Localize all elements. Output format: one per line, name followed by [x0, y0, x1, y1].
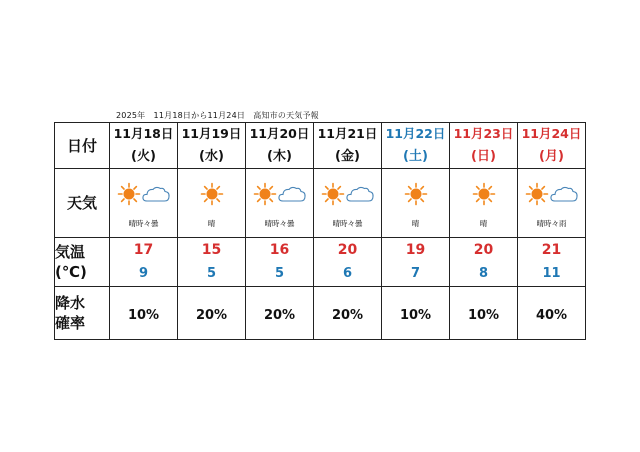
temperature-row	[55, 238, 586, 287]
date-cell	[246, 123, 314, 169]
rain-label-line1: 降水	[55, 294, 86, 312]
weather-text: 晴	[479, 218, 488, 228]
rain-probability: 10%	[399, 307, 432, 323]
rain-probability: 20%	[331, 307, 364, 323]
low-temperature: 8	[478, 266, 489, 281]
weather-icons	[178, 180, 245, 208]
weather-row	[55, 169, 586, 238]
date-cell	[314, 123, 382, 169]
cloud-icon	[141, 184, 171, 204]
day-of-week-text: (月)	[539, 148, 564, 164]
low-temperature: 5	[206, 266, 217, 281]
low-temperature: 9	[138, 266, 149, 281]
date-cell	[450, 123, 518, 169]
temperature-cell	[450, 238, 518, 287]
date-row-header	[55, 123, 110, 169]
day-of-week-text: (金)	[335, 148, 360, 164]
temperature-label: 気温	[55, 243, 86, 261]
cloud-icon	[277, 184, 307, 204]
date-cell	[382, 123, 450, 169]
rain-probability: 10%	[127, 307, 160, 323]
sun-icon	[472, 182, 496, 206]
day-of-week-text: (木)	[267, 148, 292, 164]
weather-icons	[314, 180, 381, 208]
weather-text: 晴時々曇	[128, 218, 159, 228]
date-text: 11月24日	[521, 125, 582, 141]
sun-icon	[525, 182, 549, 206]
low-temperature: 7	[410, 266, 421, 281]
weather-cell	[382, 169, 450, 238]
high-temperature: 16	[269, 242, 290, 258]
sun-icon	[117, 182, 141, 206]
day-of-week-text: (火)	[131, 148, 156, 164]
temperature-cell	[314, 238, 382, 287]
high-temperature: 20	[473, 242, 494, 258]
temperature-unit-label: (℃)	[55, 263, 87, 281]
sun-icon	[321, 182, 345, 206]
weather-text: 晴	[207, 218, 216, 228]
sun-icon	[253, 182, 277, 206]
weather-icons	[450, 180, 517, 208]
cloud-icon	[345, 184, 375, 204]
rain-probability-cell	[246, 287, 314, 340]
date-row	[55, 123, 586, 169]
date-label: 日付	[66, 136, 97, 155]
weather-cell	[314, 169, 382, 238]
rain-probability-cell	[110, 287, 178, 340]
high-temperature: 21	[541, 242, 562, 258]
rain-probability: 10%	[467, 307, 500, 323]
low-temperature: 11	[542, 266, 561, 281]
day-of-week-text: (日)	[471, 148, 496, 164]
date-text: 11月19日	[181, 125, 242, 141]
date-text: 11月23日	[453, 125, 514, 141]
day-of-week-text: (水)	[199, 148, 224, 164]
rain-probability-cell	[178, 287, 246, 340]
rain-probability: 20%	[263, 307, 296, 323]
high-temperature: 19	[405, 242, 426, 258]
rain-probability-cell	[518, 287, 586, 340]
weather-cell	[246, 169, 314, 238]
date-cell	[518, 123, 586, 169]
cloud-icon	[549, 184, 579, 204]
weather-text: 晴時々雨	[536, 218, 567, 228]
temperature-cell	[246, 238, 314, 287]
weather-text: 晴	[411, 218, 420, 228]
temperature-row-header	[55, 238, 110, 287]
rain-probability-cell	[382, 287, 450, 340]
sun-icon	[200, 182, 224, 206]
rain-probability-cell	[450, 287, 518, 340]
high-temperature: 15	[201, 242, 222, 258]
temperature-cell	[110, 238, 178, 287]
low-temperature: 5	[274, 266, 285, 281]
high-temperature: 17	[133, 242, 154, 258]
forecast-caption: 2025年 11月18日から11月24日 高知市の天気予報	[116, 111, 319, 120]
temperature-cell	[382, 238, 450, 287]
weather-cell	[518, 169, 586, 238]
weather-label: 天気	[66, 194, 97, 212]
temperature-cell	[178, 238, 246, 287]
weather-text: 晴時々曇	[264, 218, 295, 228]
date-cell	[110, 123, 178, 169]
weather-icons	[110, 180, 177, 208]
date-text: 11月22日	[385, 125, 446, 141]
sun-icon	[404, 182, 428, 206]
weather-row-header	[55, 169, 110, 238]
weather-icons	[246, 180, 313, 208]
date-cell	[178, 123, 246, 169]
date-text: 11月20日	[249, 125, 310, 141]
weather-forecast-table	[54, 122, 586, 340]
weather-text: 晴時々曇	[332, 218, 363, 228]
weather-icons	[518, 180, 585, 208]
temperature-cell	[518, 238, 586, 287]
weather-cell	[450, 169, 518, 238]
low-temperature: 6	[342, 266, 353, 281]
weather-cell	[110, 169, 178, 238]
rain-probability: 40%	[535, 307, 568, 323]
high-temperature: 20	[337, 242, 358, 258]
rain-row-header	[55, 287, 110, 340]
day-of-week-text: (土)	[403, 148, 428, 164]
rain-label-line2: 確率	[55, 314, 86, 332]
rain-probability: 20%	[195, 307, 228, 323]
weather-icons	[382, 180, 449, 208]
date-text: 11月21日	[317, 125, 378, 141]
date-text: 11月18日	[113, 125, 174, 141]
weather-cell	[178, 169, 246, 238]
rain-probability-cell	[314, 287, 382, 340]
rain-row	[55, 287, 586, 340]
